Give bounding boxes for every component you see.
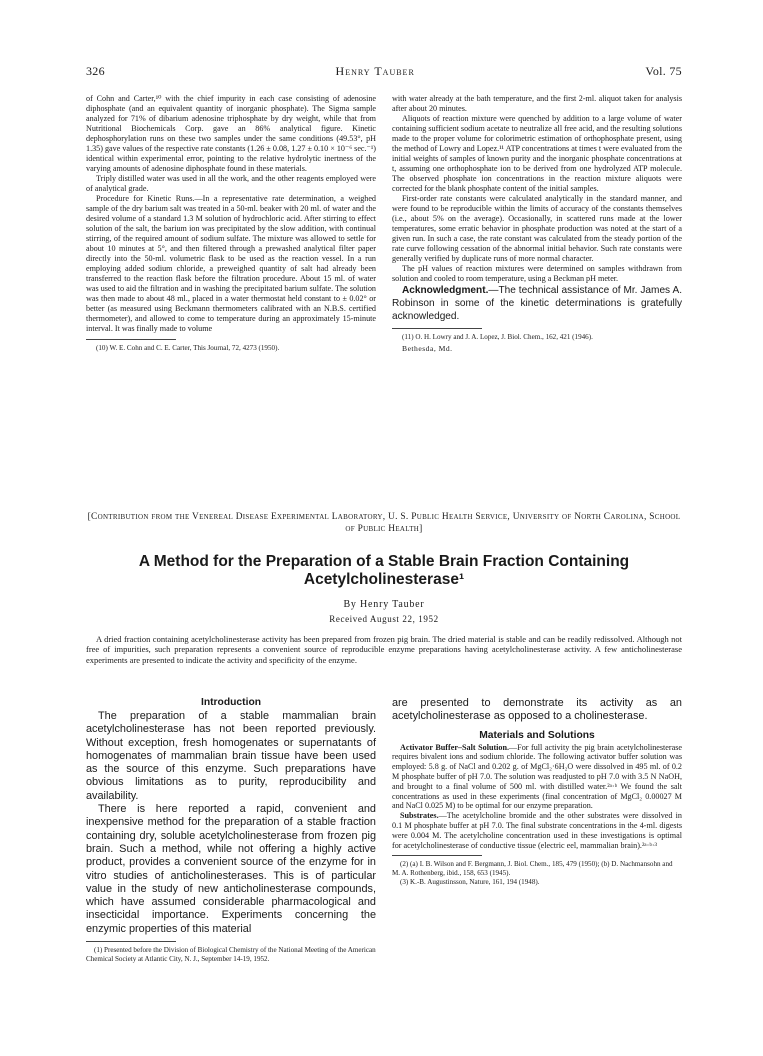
paragraph: There is here reported a rapid, convenient and inexpensive method for the preparation of a stable fraction containing dry, soluble acetylcholinesterase from frozen pig brain. Such a method, while not offering a highly active product, provides a convenient source of the enzyme for in vitro studies of anticholinesterases. This is of particular value in the study of new anticholinesterase compounds, which have assumed considerable pharmacological and insecticidal importance. Experiments concerning the enzymic properties of this material	[86, 803, 376, 935]
footnote: (1) Presented before the Division of Biological Chemistry of the National Meeting of the American Chemical Society at Atlantic City, N. J., September 14-19, 1952.	[86, 946, 376, 964]
abstract	[86, 634, 682, 665]
run-in-heading: Activator Buffer–Salt Solution.	[400, 742, 510, 752]
running-author: Henry Tauber	[335, 64, 415, 78]
section-heading-materials: Materials and Solutions	[479, 729, 595, 741]
volume-number: Vol. 75	[645, 64, 682, 78]
footnote-rule	[86, 339, 176, 340]
received-date: Received August 22, 1952	[329, 614, 439, 624]
paragraph: of Cohn and Carter,¹⁰ with the chief impurity in each case consisting of adenosine diphosphate (and an equivalent quantity of inorganic phosphate). The Sigma sample analyzed for 71% of dibarium adenosine triphosphate by dry weight, while that from Nutritional Biochemicals Corp. gave an 86% analytical figure. Kinetic dephosphorylation runs on these two samples under the same conditions (49.53°, pH 1.35) gave values of the respective rate constants (1.26 ± 0.08, 1.27 ± 0.10 × 10⁻⁶ sec.⁻¹) identical within experimental error, pointing to the relative hydrolytic inertness of the varying amounts of adenosine diphosphate found in these materials.	[86, 94, 376, 173]
footnote-rule	[392, 855, 482, 856]
paragraph: The pH values of reaction mixtures were determined on samples withdrawn from solution and cooled to room temperature, using a Beckman pH meter.	[392, 264, 682, 283]
footnote-rule	[392, 328, 482, 329]
paragraph-activator	[392, 743, 682, 812]
paragraph: Procedure for Kinetic Runs.—In a representative rate determination, a weighed sample of the dry barium salt was treated in a 50-ml. beaker with 20 ml. of water and the desired volume of a standard 1.3 M solution of hydrochloric acid. After stirring to effect solution of the salt, the barium ion was precipitated by the slow addition, with continual stirring, of the required amount of sodium sulfate. The mixture was allowed to settle for about 10 minutes at 5°, and then filtered through a prewashed analytical filter paper directly into the 50-ml. volumetric flask to be used as the reaction vessel. In a run employing added sodium chloride, a preweighed quantity of salt had already been transferred to the reaction flask before the filtration procedure. About 15 ml. of water was used to aid the filtration and in washing the precipitated barium sulfate. The solution was then made to about 48 ml., placed in a water thermostat held constant to ± 0.02° or better (as measured using Beckmann thermometers calibrated with an N.B.S. certified thermometer), and allowed to come to temperature during an approximately 15-minute interval. It was finally made to volume	[86, 194, 376, 333]
title-line: Acetylcholinesterase¹	[303, 571, 465, 588]
acknowledgment-heading: Acknowledgment.	[402, 285, 489, 296]
paragraph: First-order rate constants were calculated analytically in the standard manner, and were found to be reproducible within the limits of accuracy of the constants themselves (i.e., about 5% on the average). Occasionally, in scattered runs made at the lower temperatures, some erratic behavior in phosphate production was noted at the start of a given run. In such a case, the rate constant was calculated from the steady portion of the rate curve following cessation of the abnormal initial behavior. Such rate constants were generally verified by duplicate runs of more normal character.	[392, 194, 682, 263]
footnote: (10) W. E. Cohn and C. E. Carter, This Journal, 72, 4273 (1950).	[96, 344, 280, 352]
article-title	[86, 553, 682, 589]
prev-article-right-column	[392, 94, 682, 353]
paragraph: are presented to demonstrate its activity as an acetylcholinesterase as opposed to a cholinesterase.	[392, 697, 682, 723]
paragraph: with water already at the bath temperature, and the first 2-ml. aliquot taken for analysis after about 20 minutes.	[392, 94, 682, 113]
footnote-rule	[86, 941, 176, 942]
paragraph-substrates	[392, 811, 682, 850]
byline: By Henry Tauber	[343, 599, 425, 610]
abstract-text: A dried fraction containing acetylcholinesterase activity has been prepared from frozen pig brain. The dried material is stable and can be readily redissolved. Although not free of impurities, such preparation represents a convenient source of reproducible enzyme preparations having acetylcholinesterase activity. A few anticholinesterase experiments are presented to indicate the activity and specificity of the enzyme.	[86, 634, 682, 665]
paragraph: The preparation of a stable mammalian brain acetylcholinesterase has not been reported previously. Without exception, fresh homogenates or supernatants of homogenates of mammalian brain tissue have been used as the source of this enzyme. Such preparations have obvious limitations as to purity, reproducibility and availability.	[86, 710, 376, 802]
footnote: (2) (a) I. B. Wilson and F. Bergmann, J. Biol. Chem., 185, 479 (1950); (b) D. Nachmansohn and M. A. Rothenberg, ibid., 158, 653 (1945).	[392, 860, 673, 878]
page-number: 326	[86, 64, 105, 78]
footnote: (11) O. H. Lowry and J. A. Lopez, J. Biol. Chem., 162, 421 (1946).	[402, 333, 593, 341]
run-in-heading: Substrates.	[400, 811, 439, 821]
article-right-column	[392, 697, 682, 887]
running-head	[86, 64, 682, 79]
paragraph-text: —For full activity the pig brain acetylcholinesterase requires bivalent ions and sodium chloride. The following activator buffer solution was employed: 5.8 g. of NaCl and 0.202 g. of MgCl₂·6H₂O were dissolved in 495 ml. of 0.2 M phosphate buffer of pH 7.0. The solution was readjusted to pH 7.0 with 3.5 N NaOH, and brought to a final volume of 500 ml. with distilled water.²ᵃ·ᵇ We found the salt concentrations as used in these experiments (final concentration of MgCl₂ 0.00027 M and NaCl 0.025 M) to be optimal for our enzyme preparation.	[392, 742, 682, 811]
footnote: (3) K.-B. Augustinsson, Nature, 161, 194 (1948).	[400, 878, 540, 887]
location-signoff: Bethesda, Md.	[402, 344, 453, 353]
paragraph-text: —The acetylcholine bromide and the other substrates were dissolved in 0.1 M phosphate buffer at pH 7.0. The final substrate concentrations in the 4-ml. digests were 0.004 M. The acetylcholine concentration used in these investigations is optimal for acetylcholinesterase of conductive tissue (electric eel, mammalian brain).²ᵃ·ᵇ·³	[392, 811, 682, 850]
prev-article-left-column	[86, 94, 376, 353]
paragraph: Aliquots of reaction mixture were quenched by addition to a large volume of water containing sufficient sodium acetate to neutralize all free acid, and the resulting solutions made to the proper volume for colorimetric estimation of orthophosphate present, using the method of Lowry and Lopez.¹¹ ATP concentrations at times t were evaluated from the initial weights of samples of known purity and the inorganic phosphate concentrations at t, assuming one orthophosphate ion to be derived from one hydrolyzed ATP molecule. The observed phosphate ion concentrations in the reaction mixture aliquots were corrected for the blank phosphate content of the initial samples.	[392, 114, 682, 193]
title-line: A Method for the Preparation of a Stable Brain Fraction Containing	[138, 553, 630, 570]
article-left-column	[86, 697, 376, 964]
paragraph: Triply distilled water was used in all the work, and the other reagents employed were of analytical grade.	[86, 174, 376, 193]
acknowledgment	[392, 284, 682, 323]
section-heading-introduction: Introduction	[200, 697, 262, 708]
acknowledgment-text: —The technical assistance of Mr. James A. Robinson in some of the kinetic determinations is gratefully acknowledged.	[392, 285, 682, 322]
contribution-note: [Contribution from the Venereal Disease Experimental Laboratory, U. S. Public Health Service, University of North Carolina, School of Public Health]	[87, 512, 681, 534]
